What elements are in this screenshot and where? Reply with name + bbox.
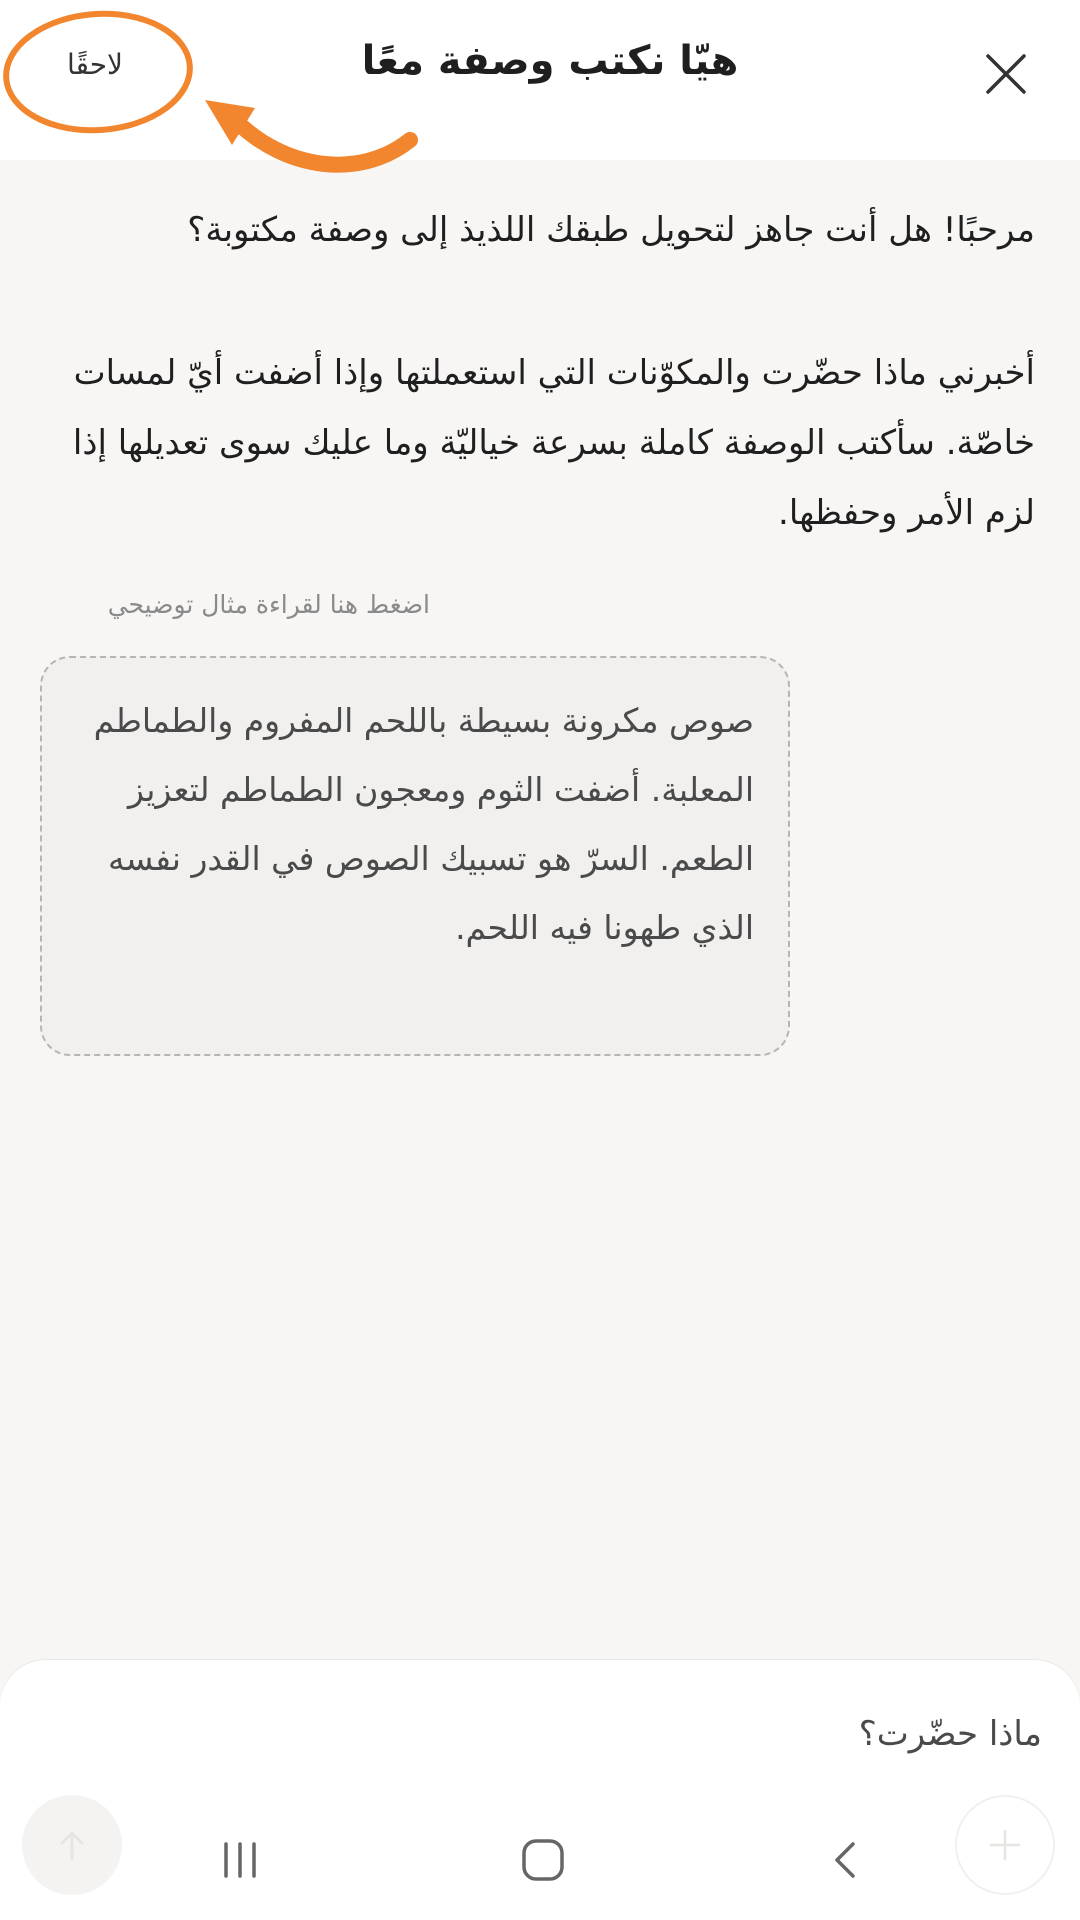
page-title: هيّا نكتب وصفة معًا xyxy=(361,38,739,84)
nav-home-button[interactable] xyxy=(493,1820,593,1900)
close-icon xyxy=(984,52,1028,96)
later-button[interactable]: لاحقًا xyxy=(67,48,123,81)
example-hint-link[interactable]: اضغط هنا لقراءة مثال توضيحي xyxy=(107,590,430,619)
intro-message: مرحبًا! هل أنت جاهز لتحويل طبقك اللذيذ إلى وصفة مكتوبة؟ xyxy=(187,210,1035,250)
arrow-up-icon xyxy=(52,1825,92,1865)
home-icon xyxy=(519,1836,567,1884)
example-text: صوص مكرونة بسيطة باللحم المفروم والطماطم المعلبة. أضفت الثوم ومعجون الطماطم لتعزيز الطعم. السرّ هو تسبيك الصوص في القدر نفسه الذي طهونا فيه اللحم. xyxy=(93,701,754,947)
send-button[interactable] xyxy=(22,1795,122,1895)
message-input[interactable] xyxy=(140,1698,1044,1770)
close-button[interactable] xyxy=(970,38,1042,110)
top-bar xyxy=(0,0,1080,160)
back-icon xyxy=(825,1838,865,1882)
plus-icon xyxy=(987,1827,1023,1863)
nav-back-button[interactable] xyxy=(795,1820,895,1900)
recents-icon xyxy=(218,1838,262,1882)
nav-recents-button[interactable] xyxy=(190,1820,290,1900)
add-attachment-button[interactable] xyxy=(955,1795,1055,1895)
explanation-message: أخبرني ماذا حضّرت والمكوّنات التي استعملتها وإذا أضفت أيّ لمسات خاصّة. سأكتب الوصفة كاملة بسرعة خياليّة وما عليك سوى تعديلها إذا لزم الأمر وحفظها. xyxy=(72,353,1035,533)
example-card[interactable] xyxy=(40,656,790,1056)
